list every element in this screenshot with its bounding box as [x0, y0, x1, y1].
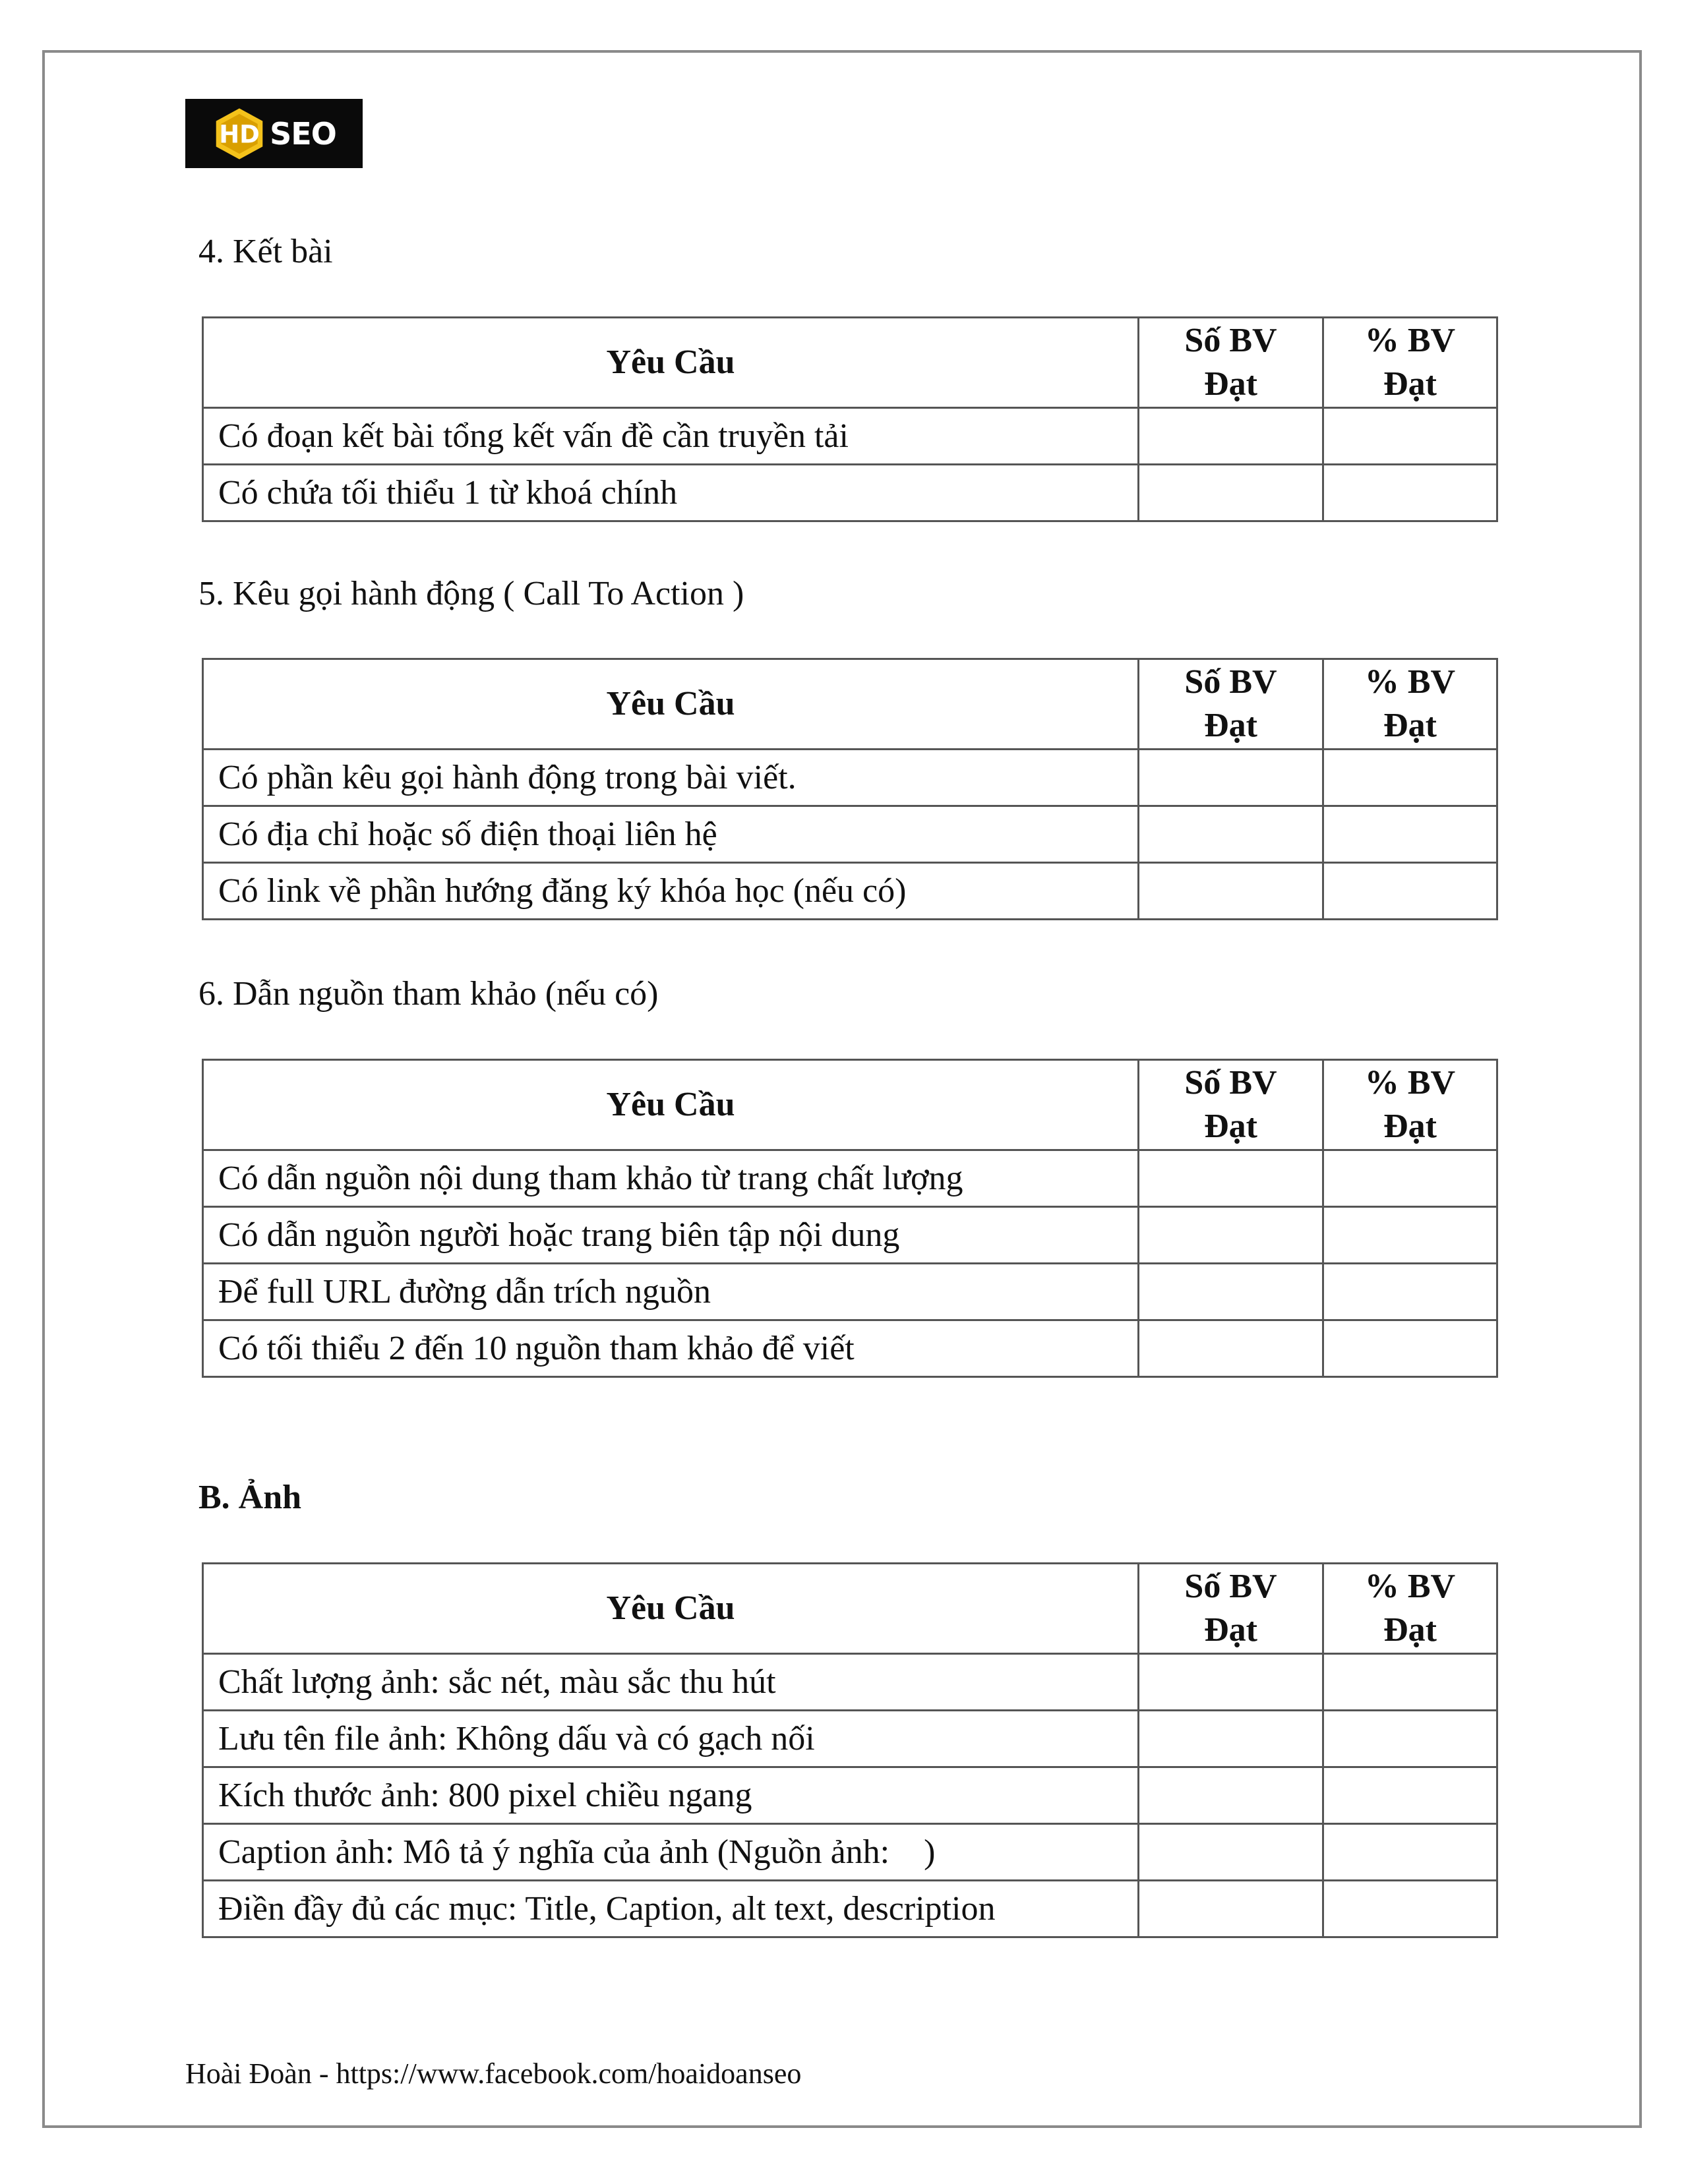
svg-text:HD: HD: [219, 119, 260, 148]
count-cell[interactable]: [1139, 465, 1323, 521]
table-row: [203, 750, 1497, 806]
percent-cell[interactable]: [1323, 1150, 1497, 1207]
requirement-cell: Có dẫn nguồn nội dung tham khảo từ trang chất lượng: [203, 1150, 1139, 1207]
requirement-cell: Kích thước ảnh: 800 pixel chiều ngang: [203, 1767, 1139, 1824]
table-row: [203, 1767, 1497, 1824]
table-row: [203, 1711, 1497, 1767]
requirement-cell: Có dẫn nguồn người hoặc trang biên tập nội dung: [203, 1207, 1139, 1264]
table-row: [203, 1320, 1497, 1377]
percent-cell[interactable]: [1323, 1711, 1497, 1767]
hd-hexagon-icon: [212, 106, 267, 162]
percent-cell[interactable]: [1323, 750, 1497, 806]
count-cell[interactable]: [1139, 1264, 1323, 1320]
percent-cell[interactable]: [1323, 1654, 1497, 1711]
percent-cell[interactable]: [1323, 408, 1497, 465]
section-heading-ket-bai: 4. Kết bài: [198, 233, 333, 270]
requirement-cell: Có phần kêu gọi hành động trong bài viết.: [203, 750, 1139, 806]
count-cell[interactable]: [1139, 1207, 1323, 1264]
requirement-cell: Có địa chỉ hoặc số điện thoại liên hệ: [203, 806, 1139, 863]
requirement-cell: Caption ảnh: Mô tả ý nghĩa của ảnh (Nguồn ảnh: ): [203, 1824, 1139, 1881]
table-call-to-action: [202, 658, 1498, 920]
count-cell[interactable]: [1139, 1881, 1323, 1937]
percent-cell[interactable]: [1323, 1881, 1497, 1937]
requirement-cell: Có tối thiểu 2 đến 10 nguồn tham khảo để viết: [203, 1320, 1139, 1377]
header-yeu-cau: Yêu Cầu: [203, 659, 1139, 750]
table-ket-bai: [202, 316, 1498, 522]
header-so-bv-dat: Số BV Đạt: [1139, 318, 1323, 408]
count-cell[interactable]: [1139, 1654, 1323, 1711]
count-cell[interactable]: [1139, 1824, 1323, 1881]
header-yeu-cau: Yêu Cầu: [203, 1564, 1139, 1654]
footer-author-link[interactable]: Hoài Đoàn - https://www.facebook.com/hoaidoanseo: [185, 2057, 802, 2090]
table-row: [203, 1654, 1497, 1711]
table-anh: [202, 1562, 1498, 1938]
header-so-bv-dat: Số BV Đạt: [1139, 1060, 1323, 1150]
requirement-cell: Để full URL đường dẫn trích nguồn: [203, 1264, 1139, 1320]
requirement-cell: Điền đầy đủ các mục: Title, Caption, alt text, description: [203, 1881, 1139, 1937]
percent-cell[interactable]: [1323, 863, 1497, 920]
count-cell[interactable]: [1139, 1320, 1323, 1377]
table-row: [203, 1150, 1497, 1207]
percent-cell[interactable]: [1323, 1207, 1497, 1264]
header-so-bv-dat: Số BV Đạt: [1139, 659, 1323, 750]
header-so-bv-dat: Số BV Đạt: [1139, 1564, 1323, 1654]
requirement-cell: Lưu tên file ảnh: Không dấu và có gạch nối: [203, 1711, 1139, 1767]
table-row: [203, 465, 1497, 521]
table-row: [203, 1207, 1497, 1264]
count-cell[interactable]: [1139, 1767, 1323, 1824]
percent-cell[interactable]: [1323, 465, 1497, 521]
requirement-cell: Có đoạn kết bài tổng kết vấn đề cần truyền tải: [203, 408, 1139, 465]
table-row: [203, 1264, 1497, 1320]
header-yeu-cau: Yêu Cầu: [203, 318, 1139, 408]
table-row: [203, 806, 1497, 863]
percent-cell[interactable]: [1323, 1767, 1497, 1824]
count-cell[interactable]: [1139, 863, 1323, 920]
requirement-cell: Có link về phần hướng đăng ký khóa học (nếu có): [203, 863, 1139, 920]
count-cell[interactable]: [1139, 1150, 1323, 1207]
section-heading-anh: B. Ảnh: [198, 1479, 302, 1516]
header-yeu-cau: Yêu Cầu: [203, 1060, 1139, 1150]
percent-cell[interactable]: [1323, 806, 1497, 863]
table-row: [203, 1824, 1497, 1881]
percent-cell[interactable]: [1323, 1264, 1497, 1320]
table-row: [203, 863, 1497, 920]
section-heading-call-to-action: 5. Kêu gọi hành động ( Call To Action ): [198, 575, 744, 612]
count-cell[interactable]: [1139, 750, 1323, 806]
header-pct-bv-dat: % BV Đạt: [1323, 1060, 1497, 1150]
table-dan-nguon: [202, 1059, 1498, 1378]
header-pct-bv-dat: % BV Đạt: [1323, 318, 1497, 408]
requirement-cell: Chất lượng ảnh: sắc nét, màu sắc thu hút: [203, 1654, 1139, 1711]
header-pct-bv-dat: % BV Đạt: [1323, 659, 1497, 750]
count-cell[interactable]: [1139, 408, 1323, 465]
percent-cell[interactable]: [1323, 1320, 1497, 1377]
table-row: [203, 1881, 1497, 1937]
hdseo-logo: [185, 99, 363, 168]
requirement-cell: Có chứa tối thiểu 1 từ khoá chính: [203, 465, 1139, 521]
header-pct-bv-dat: % BV Đạt: [1323, 1564, 1497, 1654]
table-row: [203, 408, 1497, 465]
section-heading-dan-nguon: 6. Dẫn nguồn tham khảo (nếu có): [198, 975, 659, 1013]
count-cell[interactable]: [1139, 806, 1323, 863]
percent-cell[interactable]: [1323, 1824, 1497, 1881]
logo-text: SEO: [270, 115, 336, 152]
count-cell[interactable]: [1139, 1711, 1323, 1767]
